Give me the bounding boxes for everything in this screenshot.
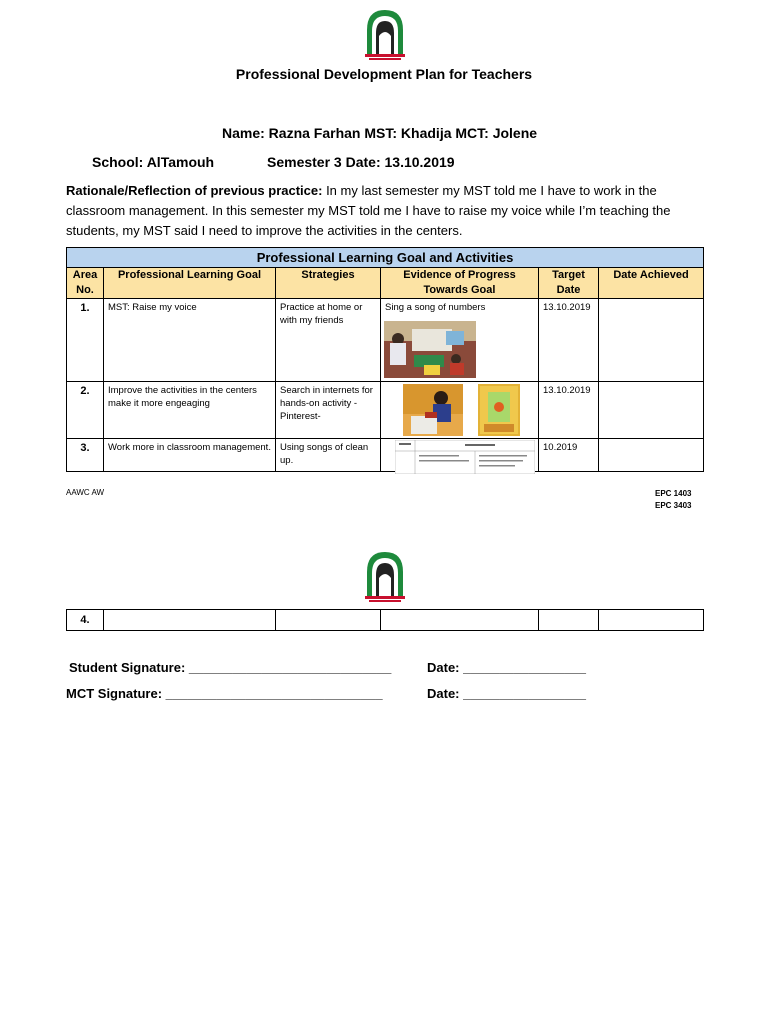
date-achieved-cell [599, 299, 704, 382]
school-logo [361, 548, 409, 604]
target-date-cell: 13.10.2019 [539, 299, 599, 382]
evidence-cell [381, 610, 539, 631]
date-achieved-cell [599, 382, 704, 439]
semester-date: Semester 3 Date: 13.10.2019 [267, 154, 455, 170]
area-number: 1. [67, 299, 104, 382]
course-code: EPC 3403 [655, 501, 692, 510]
strategy-cell: Practice at home or with my friends [276, 299, 381, 382]
goal-cell: MST: Raise my voice [104, 299, 276, 382]
area-number: 4. [67, 610, 104, 631]
target-date-cell [539, 610, 599, 631]
goal-cell: Improve the activities in the centers make it more engeaging [104, 382, 276, 439]
area-number: 3. [67, 439, 104, 472]
page-title: Professional Development Plan for Teachers [235, 66, 533, 82]
table-banner: Professional Learning Goal and Activities [67, 248, 704, 268]
goals-table-continued [66, 609, 704, 631]
strategy-cell: Using songs of clean up. [276, 439, 381, 472]
strategy-cell: Search in internets for hands-on activity -Pinterest- [276, 382, 381, 439]
column-header: Target Date [539, 268, 599, 299]
school-label: School: AlTamouh [92, 154, 215, 170]
rationale-label: Rationale/Reflection of previous practice: [66, 183, 323, 198]
activity-photo [403, 384, 463, 436]
rationale-paragraph [66, 181, 706, 241]
area-number: 2. [67, 382, 104, 439]
student-signature-line: Student Signature: ____________________________ [69, 660, 392, 675]
strategy-cell [276, 610, 381, 631]
lesson-plan-thumbnail [395, 440, 535, 474]
classroom-photo [384, 321, 476, 378]
course-code: EPC 1403 [655, 489, 692, 498]
table-row [67, 610, 704, 631]
goal-cell [104, 610, 276, 631]
goal-cell: Work more in classroom management. [104, 439, 276, 472]
column-header: Area No. [67, 268, 104, 299]
column-header: Date Achieved [599, 268, 704, 299]
footer-left-text: AAWC AW [66, 488, 105, 497]
target-date-cell: 13.10.2019 [539, 382, 599, 439]
date-line: Date: _________________ [427, 686, 587, 701]
date-achieved-cell [599, 610, 704, 631]
table-row [67, 439, 704, 472]
evidence-cell: Sing a song of numbers [381, 299, 539, 382]
activity-photo [478, 384, 520, 436]
mct-signature-line: MCT Signature: ______________________________ [66, 686, 383, 701]
date-achieved-cell [599, 439, 704, 472]
column-header: Evidence of Progress Towards Goal [381, 268, 539, 299]
date-line: Date: _________________ [427, 660, 587, 675]
table-row [67, 382, 704, 439]
name-line: Name: Razna Farhan MST: Khadija MCT: Jolene [222, 125, 538, 141]
school-logo [361, 6, 409, 62]
footer-course-codes [655, 488, 691, 512]
target-date-cell: 10.2019 [539, 439, 599, 472]
column-header: Strategies [276, 268, 381, 299]
rationale-text: In my last semester my MST told me I have to work in the classroom management. In this semester my MST told me I have to raise my voice while I’m teaching the students, my MST said I need to improve the activities in the centers. [66, 183, 671, 238]
column-header: Professional Learning Goal [104, 268, 276, 299]
